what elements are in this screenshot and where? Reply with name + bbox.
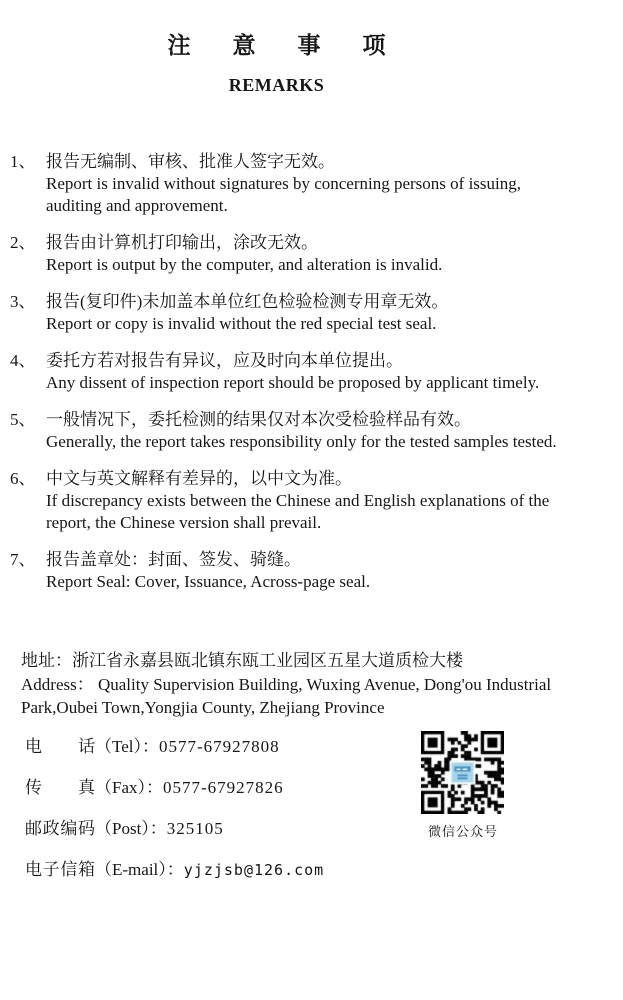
remark-number: 5、 xyxy=(10,410,36,429)
contact-label-chinese: 电子信箱 xyxy=(25,859,95,879)
remark-number: 4、 xyxy=(10,351,36,370)
remark-item xyxy=(10,232,623,276)
contact-label-english: （E-mail）： xyxy=(95,859,184,879)
address-block xyxy=(21,649,609,720)
contact-value: yjzjsb@126.com xyxy=(183,860,325,879)
contact-row xyxy=(25,736,405,757)
remark-texts xyxy=(46,468,571,534)
remark-text-chinese: 委托方若对报告有异议，应及时向本单位提出。 xyxy=(46,351,403,370)
remark-texts xyxy=(46,291,448,335)
remark-item xyxy=(10,350,623,394)
contact-value: 0577-67927826 xyxy=(163,777,284,797)
contact-label-chinese: 传真 xyxy=(25,777,95,797)
contact-label-english: （Fax）： xyxy=(95,777,163,797)
wechat-qr-code xyxy=(421,731,504,814)
contact-row xyxy=(25,818,405,839)
remark-text-english: Report is output by the computer, and alteration is invalid. xyxy=(46,255,443,274)
remark-number: 1、 xyxy=(10,152,36,171)
page-header xyxy=(0,33,553,95)
remark-item xyxy=(10,468,623,534)
remark-number: 2、 xyxy=(10,233,36,252)
remark-text-english: Any dissent of inspection report should be proposed by applicant timely. xyxy=(46,373,540,392)
remark-number: 3、 xyxy=(10,292,36,311)
remark-number: 6、 xyxy=(10,469,36,488)
remark-text-chinese: 中文与英文解释有差异的，以中文为准。 xyxy=(46,469,352,488)
remark-text-chinese: 报告(复印件)未加盖本单位红色检验检测专用章无效。 xyxy=(46,292,449,311)
remark-text-chinese: 一般情况下，委托检测的结果仅对本次受检验样品有效。 xyxy=(46,410,471,429)
remark-text-chinese: 报告盖章处：封面、签发、骑缝。 xyxy=(46,550,301,569)
remark-texts xyxy=(46,350,539,394)
remark-text-english: Report is invalid without signatures by concerning persons of issuing, auditing and approvement. xyxy=(46,174,521,215)
page-title-chinese xyxy=(0,33,553,59)
address-chinese: 地址：浙江省永嘉县瓯北镇东瓯工业园区五星大道质检大楼 xyxy=(21,651,463,670)
page-title-english: REMARKS xyxy=(228,75,325,95)
remark-text-chinese: 报告无编制、审核、批准人签字无效。 xyxy=(46,152,335,171)
contact-label-chinese: 电话 xyxy=(25,736,95,756)
contact-block xyxy=(25,736,405,881)
remark-text-english: Generally, the report takes responsibility only for the tested samples tested. xyxy=(46,432,557,451)
title-character: 意 xyxy=(232,33,256,58)
remark-text-chinese: 报告由计算机打印输出，涂改无效。 xyxy=(46,233,318,252)
contact-value: 325105 xyxy=(166,818,224,838)
remark-item xyxy=(10,151,623,217)
contact-row xyxy=(25,859,405,881)
remark-item xyxy=(10,409,623,453)
remark-item xyxy=(10,291,623,335)
title-character: 项 xyxy=(362,33,386,58)
remark-texts xyxy=(46,549,370,593)
remark-texts xyxy=(46,409,557,453)
contact-label-chinese: 邮政编码 xyxy=(25,818,95,838)
remark-item xyxy=(10,549,623,593)
remark-text-english: Report or copy is invalid without the red special test seal. xyxy=(46,314,437,333)
contact-value: 0577-67927808 xyxy=(158,736,280,756)
wechat-qr-block xyxy=(421,731,505,840)
contact-row xyxy=(25,777,405,798)
remark-text-english: Report Seal: Cover, Issuance, Across-page seal. xyxy=(46,572,371,591)
remark-texts xyxy=(46,151,571,217)
remark-texts xyxy=(46,232,442,276)
contact-label-english: （Tel）： xyxy=(95,736,159,756)
remarks-list xyxy=(0,151,623,593)
contact-label-english: （Post）： xyxy=(95,818,167,838)
remark-number: 7、 xyxy=(10,550,36,569)
wechat-qr-caption: 微信公众号 xyxy=(427,824,498,839)
address-english: Address： Quality Supervision Building, Wuxing Avenue, Dong'ou Industrial Park,Oubei Town,Yongjia County, Zhejiang Province xyxy=(21,674,552,717)
title-character: 事 xyxy=(297,33,321,58)
remark-text-english: If discrepancy exists between the Chinese and English explanations of the report, the Chinese version shall prevail. xyxy=(46,491,550,532)
title-character: 注 xyxy=(167,33,191,58)
